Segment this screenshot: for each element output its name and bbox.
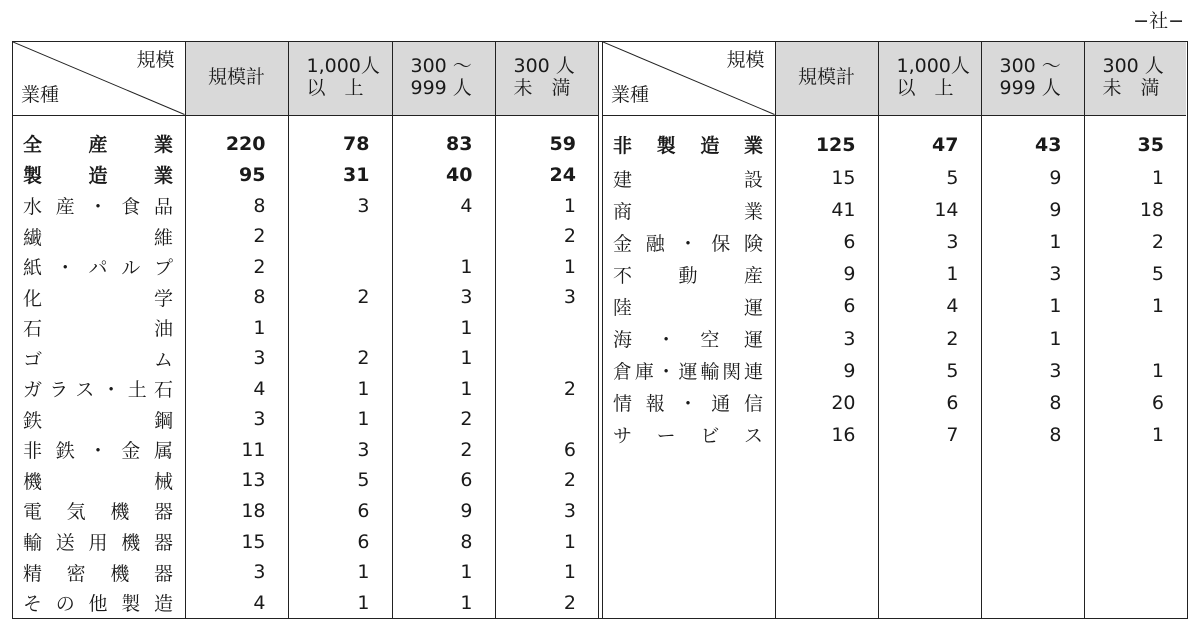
cell-cunder: 2 <box>1084 226 1186 258</box>
industry-name <box>603 194 775 226</box>
cell-c1000: 6 <box>288 526 392 557</box>
cell-cunder: 1 <box>495 557 598 588</box>
col-300-999-header: 300 〜 999 人 <box>392 42 495 115</box>
cell-cunder: 1 <box>1084 290 1186 322</box>
cell-c300: 3 <box>981 258 1084 290</box>
cell-c1000: 6 <box>878 387 981 419</box>
unit-label: −社− <box>1133 10 1184 32</box>
industry-label: 紙 ・ パ ル プ <box>23 257 173 280</box>
cell-cunder <box>495 312 598 343</box>
industry-label: 電 気 機 器 <box>23 501 173 524</box>
industry-name <box>13 587 185 618</box>
industry-label: 化 学 <box>23 287 173 310</box>
cell-cunder: 6 <box>1084 387 1186 419</box>
cell-total: 15 <box>775 162 878 194</box>
industry-name <box>603 387 775 419</box>
col-under-300-header: 300 人 未 満 <box>495 42 598 115</box>
industry-name <box>13 160 185 191</box>
cell-cunder: 5 <box>1084 258 1186 290</box>
table-row <box>13 587 598 618</box>
cell-total: 13 <box>185 465 288 496</box>
table-row <box>603 194 1186 226</box>
cell-cunder <box>1084 562 1186 590</box>
cell-c1000: 3 <box>288 435 392 466</box>
table-row <box>603 562 1186 590</box>
cell-cunder: 24 <box>495 160 598 191</box>
cell-c1000: 6 <box>288 496 392 527</box>
cell-c1000: 78 <box>288 115 392 160</box>
cell-c1000: 14 <box>878 194 981 226</box>
cell-total: 18 <box>185 496 288 527</box>
cell-cunder: 3 <box>495 282 598 313</box>
table-row <box>603 355 1186 387</box>
table-row <box>13 312 598 343</box>
cell-c1000: 2 <box>288 282 392 313</box>
industry-label: 金 融 ・ 保 険 <box>613 232 763 255</box>
non-manufacturing-table <box>603 42 1186 618</box>
industry-label: 海 ・ 空 運 <box>613 329 763 352</box>
industry-name <box>603 479 775 507</box>
industry-label: 製 造 業 <box>23 165 173 188</box>
cell-total: 95 <box>185 160 288 191</box>
cell-total: 2 <box>185 221 288 252</box>
col-total-header: 規模計 <box>185 42 288 115</box>
cell-c1000: 1 <box>288 557 392 588</box>
table-row <box>603 115 1186 162</box>
cell-c300: 2 <box>392 435 495 466</box>
cell-c1000: 2 <box>878 323 981 355</box>
table-row <box>13 557 598 588</box>
industry-name <box>13 282 185 313</box>
corner-header <box>13 42 185 115</box>
industry-name <box>13 190 185 221</box>
cell-cunder: 3 <box>495 496 598 527</box>
cell-cunder: 2 <box>495 465 598 496</box>
cell-c300: 1 <box>392 312 495 343</box>
cell-c300 <box>981 562 1084 590</box>
table-row <box>13 251 598 282</box>
cell-total <box>775 507 878 535</box>
industry-label: ガ ラ ス ・ 土 石 <box>23 379 173 402</box>
industry-name <box>603 507 775 535</box>
cell-total: 1 <box>185 312 288 343</box>
cell-c1000 <box>878 534 981 562</box>
table-row <box>13 190 598 221</box>
cell-cunder: 18 <box>1084 194 1186 226</box>
industry-label: そ の 他 製 造 <box>23 593 173 616</box>
cell-c1000 <box>288 312 392 343</box>
table-row <box>13 115 598 160</box>
corner-top-label: 規模 <box>726 49 765 71</box>
industry-label: ゴ ム <box>23 348 173 371</box>
cell-c1000: 1 <box>288 587 392 618</box>
table-row <box>13 526 598 557</box>
industry-name <box>13 251 185 282</box>
cell-c1000 <box>288 221 392 252</box>
cell-c1000 <box>878 590 981 618</box>
cell-c300: 9 <box>981 194 1084 226</box>
cell-total <box>775 479 878 507</box>
cell-c1000: 5 <box>288 465 392 496</box>
cell-cunder <box>1084 590 1186 618</box>
cell-c300: 1 <box>392 374 495 405</box>
cell-total: 15 <box>185 526 288 557</box>
cell-c300: 8 <box>392 526 495 557</box>
industry-name <box>13 496 185 527</box>
industry-name <box>603 290 775 322</box>
table-row <box>603 507 1186 535</box>
cell-c1000: 3 <box>288 190 392 221</box>
survey-table <box>12 41 1188 619</box>
cell-c1000: 3 <box>878 226 981 258</box>
cell-c1000: 7 <box>878 419 981 451</box>
industry-name <box>13 115 185 160</box>
table-row <box>603 387 1186 419</box>
cell-c300: 40 <box>392 160 495 191</box>
cell-c300 <box>981 534 1084 562</box>
table-row <box>603 590 1186 618</box>
industry-name <box>13 465 185 496</box>
table-row <box>603 290 1186 322</box>
table-row <box>13 496 598 527</box>
cell-c300: 43 <box>981 115 1084 162</box>
col-1000-header: 1,000人 以 上 <box>878 42 981 115</box>
cell-total: 125 <box>775 115 878 162</box>
cell-total: 20 <box>775 387 878 419</box>
cell-cunder: 1 <box>495 190 598 221</box>
cell-total: 41 <box>775 194 878 226</box>
cell-c1000: 47 <box>878 115 981 162</box>
cell-total: 2 <box>185 251 288 282</box>
cell-c1000 <box>288 251 392 282</box>
cell-c1000: 2 <box>288 343 392 374</box>
cell-c1000: 31 <box>288 160 392 191</box>
cell-c300: 1 <box>981 226 1084 258</box>
cell-c300: 1 <box>392 557 495 588</box>
table-row <box>13 435 598 466</box>
cell-total: 11 <box>185 435 288 466</box>
cell-total <box>775 451 878 479</box>
cell-total: 6 <box>775 226 878 258</box>
cell-cunder: 2 <box>495 587 598 618</box>
cell-c300: 1 <box>981 323 1084 355</box>
table-row <box>13 343 598 374</box>
industry-name <box>13 557 185 588</box>
cell-cunder: 1 <box>1084 419 1186 451</box>
industry-label: 輸 送 用 機 器 <box>23 532 173 555</box>
cell-c300: 8 <box>981 387 1084 419</box>
industry-label: 全 産 業 <box>23 134 173 157</box>
table-row <box>603 323 1186 355</box>
cell-total: 6 <box>775 290 878 322</box>
cell-c1000 <box>878 451 981 479</box>
industry-label: 商 業 <box>613 200 763 223</box>
cell-total: 3 <box>185 557 288 588</box>
cell-c1000: 1 <box>288 374 392 405</box>
col-under-300-header: 300 人 未 満 <box>1084 42 1186 115</box>
cell-c1000: 1 <box>288 404 392 435</box>
cell-cunder <box>495 404 598 435</box>
industry-name <box>603 226 775 258</box>
cell-cunder: 1 <box>1084 355 1186 387</box>
industry-name <box>13 221 185 252</box>
cell-cunder: 59 <box>495 115 598 160</box>
manufacturing-table <box>13 42 598 618</box>
industry-label: サ ー ビ ス <box>613 425 763 448</box>
cell-cunder: 1 <box>495 526 598 557</box>
cell-cunder: 2 <box>495 374 598 405</box>
table-row <box>603 419 1186 451</box>
cell-cunder: 1 <box>1084 162 1186 194</box>
industry-label: 建 設 <box>613 168 763 191</box>
cell-cunder <box>1084 479 1186 507</box>
industry-name <box>603 590 775 618</box>
industry-name <box>603 162 775 194</box>
cell-total: 3 <box>185 343 288 374</box>
cell-c1000: 5 <box>878 162 981 194</box>
cell-cunder <box>1084 323 1186 355</box>
industry-label: 鉄 鋼 <box>23 409 173 432</box>
cell-c300: 3 <box>392 282 495 313</box>
cell-c300 <box>981 451 1084 479</box>
cell-total: 4 <box>185 587 288 618</box>
cell-total: 16 <box>775 419 878 451</box>
col-1000-header: 1,000人 以 上 <box>288 42 392 115</box>
cell-c1000 <box>878 479 981 507</box>
cell-total: 4 <box>185 374 288 405</box>
table-row <box>603 534 1186 562</box>
cell-total <box>775 590 878 618</box>
table-row <box>603 162 1186 194</box>
cell-total: 9 <box>775 355 878 387</box>
cell-c300: 83 <box>392 115 495 160</box>
cell-c300: 1 <box>981 290 1084 322</box>
cell-total: 220 <box>185 115 288 160</box>
cell-c300: 9 <box>981 162 1084 194</box>
industry-name <box>603 534 775 562</box>
industry-label: 水 産 ・ 食 品 <box>23 196 173 218</box>
industry-label: 繊 維 <box>23 226 173 249</box>
cell-c300: 6 <box>392 465 495 496</box>
table-row <box>13 282 598 313</box>
industry-name <box>603 115 775 162</box>
cell-total: 8 <box>185 282 288 313</box>
col-300-999-header: 300 〜 999 人 <box>981 42 1084 115</box>
industry-label: 情 報 ・ 通 信 <box>613 393 763 416</box>
cell-cunder <box>495 343 598 374</box>
table-row <box>13 374 598 405</box>
industry-name <box>603 419 775 451</box>
industry-name <box>13 526 185 557</box>
cell-c300: 3 <box>981 355 1084 387</box>
table-row <box>13 221 598 252</box>
table-row <box>603 226 1186 258</box>
industry-name <box>603 323 775 355</box>
cell-cunder: 1 <box>495 251 598 282</box>
cell-c300: 9 <box>392 496 495 527</box>
header-row <box>603 42 1186 115</box>
industry-name <box>13 404 185 435</box>
cell-c300: 4 <box>392 190 495 221</box>
table-row <box>13 404 598 435</box>
cell-cunder <box>1084 451 1186 479</box>
industry-name <box>603 451 775 479</box>
cell-total: 8 <box>185 190 288 221</box>
header-row <box>13 42 598 115</box>
cell-c300 <box>981 507 1084 535</box>
cell-cunder <box>1084 507 1186 535</box>
cell-c1000: 5 <box>878 355 981 387</box>
cell-c1000: 4 <box>878 290 981 322</box>
table-row <box>13 160 598 191</box>
cell-c300 <box>981 590 1084 618</box>
cell-cunder: 2 <box>495 221 598 252</box>
cell-cunder: 35 <box>1084 115 1186 162</box>
cell-c300: 2 <box>392 404 495 435</box>
col-total-header: 規模計 <box>775 42 878 115</box>
industry-label: 倉 庫 ・ 運 輸 関 連 <box>613 361 763 384</box>
cell-total: 3 <box>775 323 878 355</box>
cell-total: 9 <box>775 258 878 290</box>
industry-name <box>603 355 775 387</box>
cell-cunder <box>1084 534 1186 562</box>
industry-label: 石 油 <box>23 318 173 341</box>
cell-c300: 8 <box>981 419 1084 451</box>
cell-total: 3 <box>185 404 288 435</box>
cell-c1000 <box>878 507 981 535</box>
cell-c300: 1 <box>392 251 495 282</box>
industry-name <box>603 562 775 590</box>
cell-total <box>775 562 878 590</box>
industry-name <box>603 258 775 290</box>
industry-label: 不 動 産 <box>613 264 763 287</box>
industry-label: 非 製 造 業 <box>613 135 763 158</box>
table-row <box>13 465 598 496</box>
corner-top-label: 規模 <box>136 49 175 71</box>
cell-total <box>775 534 878 562</box>
cell-c300: 1 <box>392 587 495 618</box>
cell-c300: 1 <box>392 343 495 374</box>
table-row <box>603 258 1186 290</box>
table-row <box>603 479 1186 507</box>
cell-c300 <box>981 479 1084 507</box>
cell-c300 <box>392 221 495 252</box>
industry-label: 非 鉄 ・ 金 属 <box>23 440 173 463</box>
industry-name <box>13 312 185 343</box>
cell-c1000: 1 <box>878 258 981 290</box>
table-row <box>603 451 1186 479</box>
corner-bottom-label: 業種 <box>21 83 60 106</box>
industry-label: 陸 運 <box>613 296 763 319</box>
industry-name <box>13 435 185 466</box>
corner-header <box>603 42 775 115</box>
cell-c1000 <box>878 562 981 590</box>
corner-bottom-label: 業種 <box>611 83 650 106</box>
industry-label: 機 械 <box>23 470 173 493</box>
industry-name <box>13 343 185 374</box>
industry-name <box>13 374 185 405</box>
industry-label: 精 密 機 器 <box>23 562 173 585</box>
cell-cunder: 6 <box>495 435 598 466</box>
